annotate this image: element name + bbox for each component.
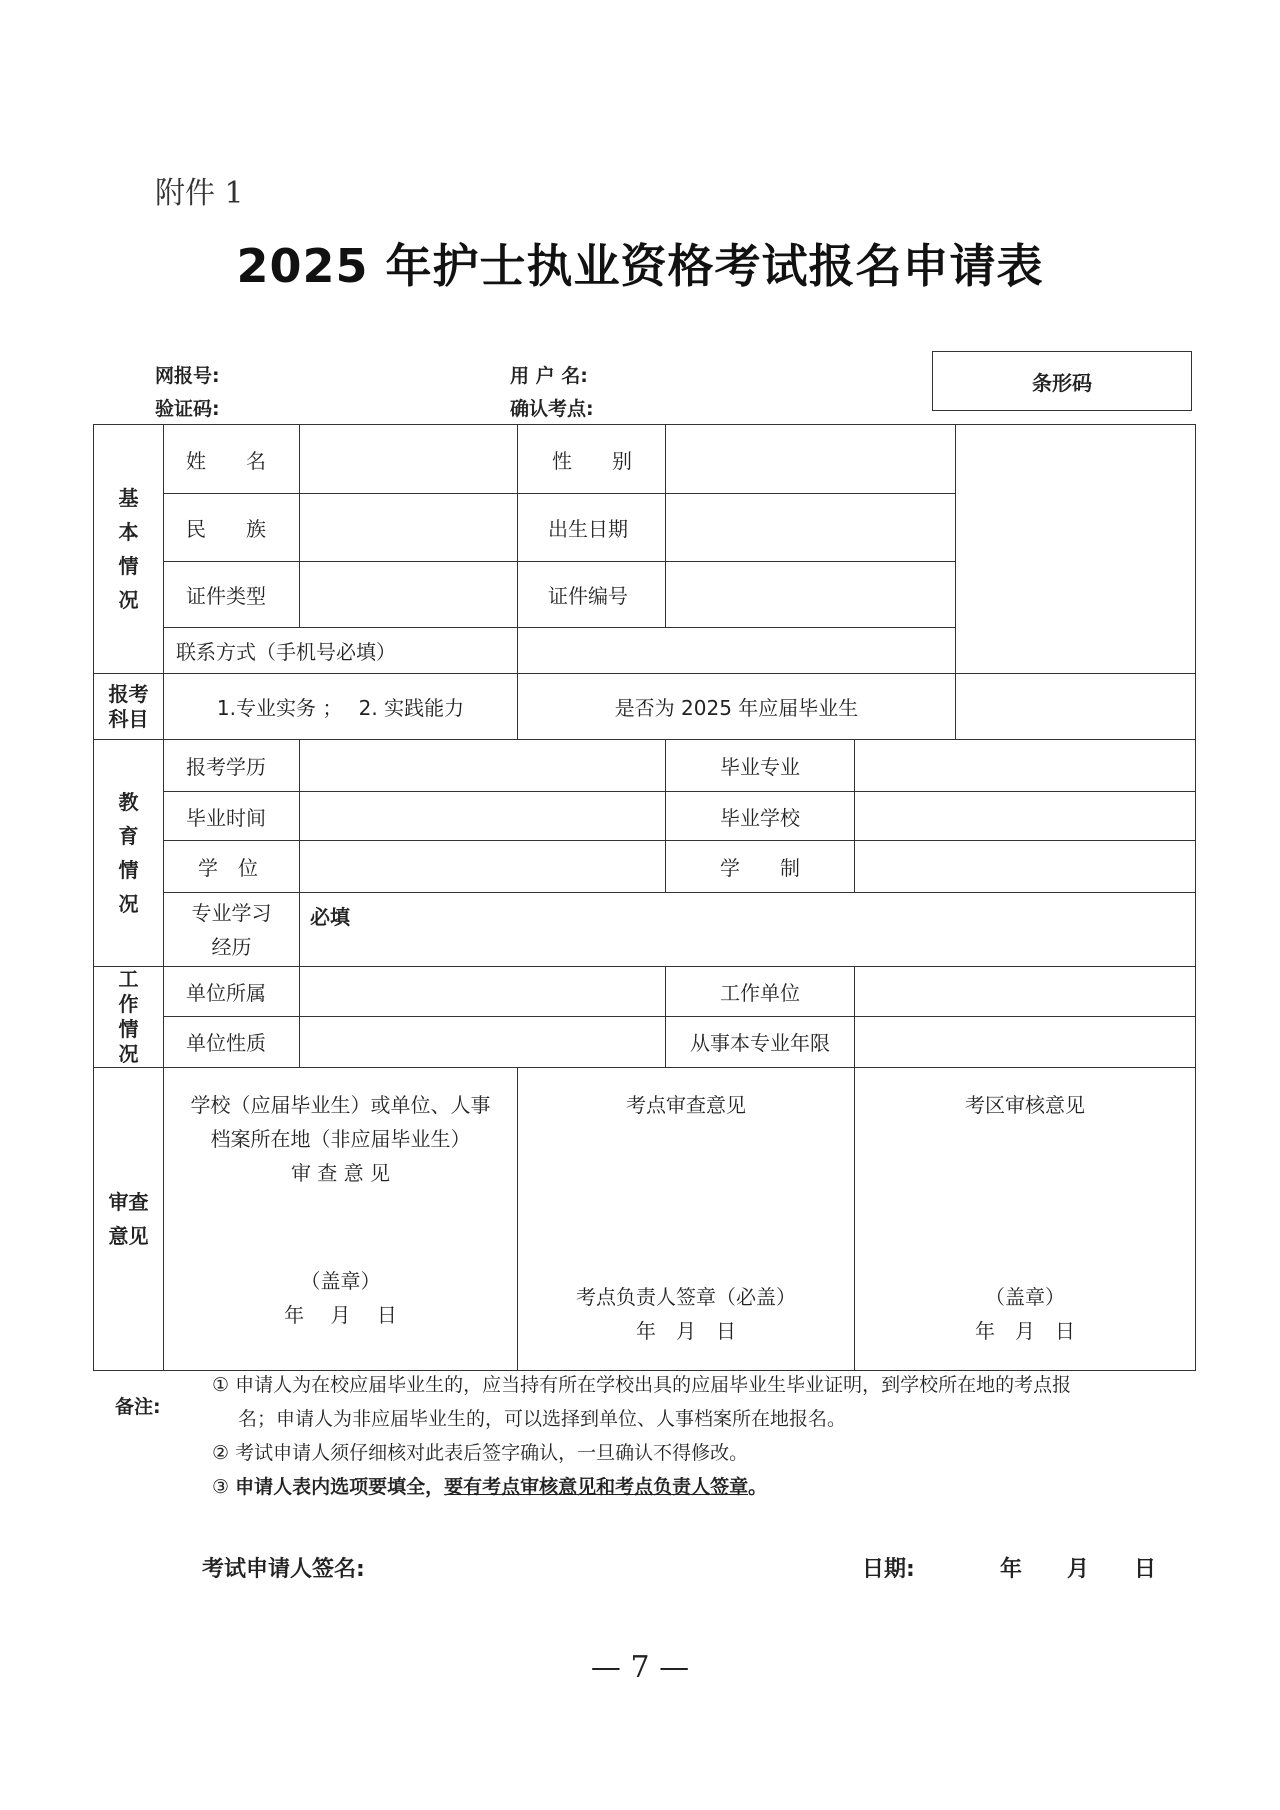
- unit-nature-label: 单位性质: [164, 1016, 300, 1067]
- unit-nature-field[interactable]: [300, 1016, 666, 1067]
- note-1a: ① 申请人为在校应届毕业生的，应当持有所在学校出具的应届毕业生毕业证明，到学校所在地的考点报: [212, 1374, 1072, 1396]
- gender-field[interactable]: [666, 425, 956, 494]
- id-no-field[interactable]: [666, 562, 956, 628]
- school-seal: （盖章）: [300, 1269, 381, 1293]
- page-number: — 7 —: [590, 1650, 690, 1685]
- section-work: 工 作 情 况: [94, 967, 164, 1068]
- section-review: 审查 意见: [94, 1068, 164, 1371]
- years-field[interactable]: [855, 1016, 1196, 1067]
- barcode-label: 条形码: [1032, 370, 1092, 395]
- district-seal: （盖章）: [985, 1285, 1065, 1309]
- school-date: 年 月 日: [284, 1303, 397, 1327]
- name-field[interactable]: [300, 425, 518, 494]
- employer-field[interactable]: [855, 967, 1196, 1017]
- subjects-text: 1.专业实务 ； 2. 实践能力: [164, 674, 518, 740]
- ethnicity-field[interactable]: [300, 494, 518, 562]
- duration-field[interactable]: [855, 841, 1196, 893]
- site-date: 年 月 日: [636, 1319, 736, 1343]
- grad-time-label: 毕业时间: [164, 792, 300, 841]
- school-label: 毕业学校: [666, 792, 855, 841]
- school-review-line1: 学校（应届毕业生）或单位、人事: [190, 1093, 491, 1117]
- section-subject: 报考 科目: [94, 674, 164, 740]
- district-review-cell[interactable]: [855, 1068, 1196, 1371]
- school-review-line3: 审 查 意 见: [290, 1161, 391, 1185]
- captcha-label: 验证码:: [155, 398, 220, 420]
- note-3: ③ 申请人表内选项要填全，要有考点审核意见和考点负责人签章。: [212, 1476, 768, 1498]
- employer-label: 工作单位: [666, 967, 855, 1017]
- study-history-field[interactable]: [300, 893, 1196, 967]
- month-label: 月: [1067, 1557, 1090, 1582]
- fresh-grad-label: 是否为 2025 年应届毕业生: [518, 674, 956, 740]
- notes-label: 备注:: [115, 1396, 161, 1418]
- district-review-title: 考区审核意见: [965, 1093, 1085, 1117]
- school-field[interactable]: [855, 792, 1196, 841]
- id-type-label: 证件类型: [164, 562, 300, 628]
- name-label: 姓 名: [164, 425, 300, 494]
- id-type-field[interactable]: [300, 562, 518, 628]
- birth-field[interactable]: [666, 494, 956, 562]
- note-1b: 名；申请人为非应届毕业生的，可以选择到单位、人事档案所在地报名。: [238, 1408, 847, 1430]
- section-basic: 基 本 情 况: [94, 425, 164, 674]
- site-review-cell[interactable]: [518, 1068, 855, 1371]
- study-history-label: 专业学习 经历: [164, 893, 300, 967]
- day-label: 日: [1134, 1557, 1157, 1582]
- exam-site-label: 确认考点:: [510, 398, 594, 420]
- photo-box[interactable]: [956, 425, 1196, 674]
- note-2: ② 考试申请人须仔细核对此表后签字确认，一旦确认不得修改。: [212, 1442, 749, 1464]
- birth-label: 出生日期: [518, 494, 666, 562]
- major-label: 毕业专业: [666, 740, 855, 792]
- barcode-box: [932, 351, 1192, 411]
- applicant-signature-label: 考试申请人签名:: [202, 1557, 365, 1582]
- ethnicity-label: 民 族: [164, 494, 300, 562]
- degree-level-label: 报考学历: [164, 740, 300, 792]
- attachment-label: 附件 1: [155, 176, 244, 211]
- date-label: 日期:: [862, 1557, 915, 1582]
- year-label: 年: [1000, 1557, 1023, 1582]
- degree-label: 学 位: [164, 841, 300, 893]
- grad-time-field[interactable]: [300, 792, 666, 841]
- contact-field[interactable]: [518, 628, 956, 674]
- application-form: [93, 424, 1196, 1371]
- gender-label: 性 别: [518, 425, 666, 494]
- site-sign: 考点负责人签章（必盖）: [576, 1285, 796, 1309]
- id-no-label: 证件编号: [518, 562, 666, 628]
- must-fill-note: 必填: [310, 905, 350, 929]
- degree-field[interactable]: [300, 841, 666, 893]
- school-review-line2: 档案所在地（非应届毕业生）: [210, 1127, 471, 1151]
- page-title: 2025 年护士执业资格考试报名申请表: [236, 239, 1044, 293]
- school-review-cell[interactable]: [164, 1068, 518, 1371]
- section-education: 教 育 情 况: [94, 740, 164, 967]
- unit-affiliation-label: 单位所属: [164, 967, 300, 1017]
- contact-label: 联系方式（手机号必填）: [164, 628, 518, 674]
- fresh-grad-field[interactable]: [956, 674, 1196, 740]
- unit-affiliation-field[interactable]: [300, 967, 666, 1017]
- district-date: 年 月 日: [975, 1319, 1075, 1343]
- net-no-label: 网报号:: [155, 365, 220, 387]
- years-label: 从事本专业年限: [666, 1016, 855, 1067]
- major-field[interactable]: [855, 740, 1196, 792]
- degree-level-field[interactable]: [300, 740, 666, 792]
- username-label: 用 户 名:: [510, 365, 588, 387]
- site-review-title: 考点审查意见: [626, 1093, 746, 1117]
- duration-label: 学 制: [666, 841, 855, 893]
